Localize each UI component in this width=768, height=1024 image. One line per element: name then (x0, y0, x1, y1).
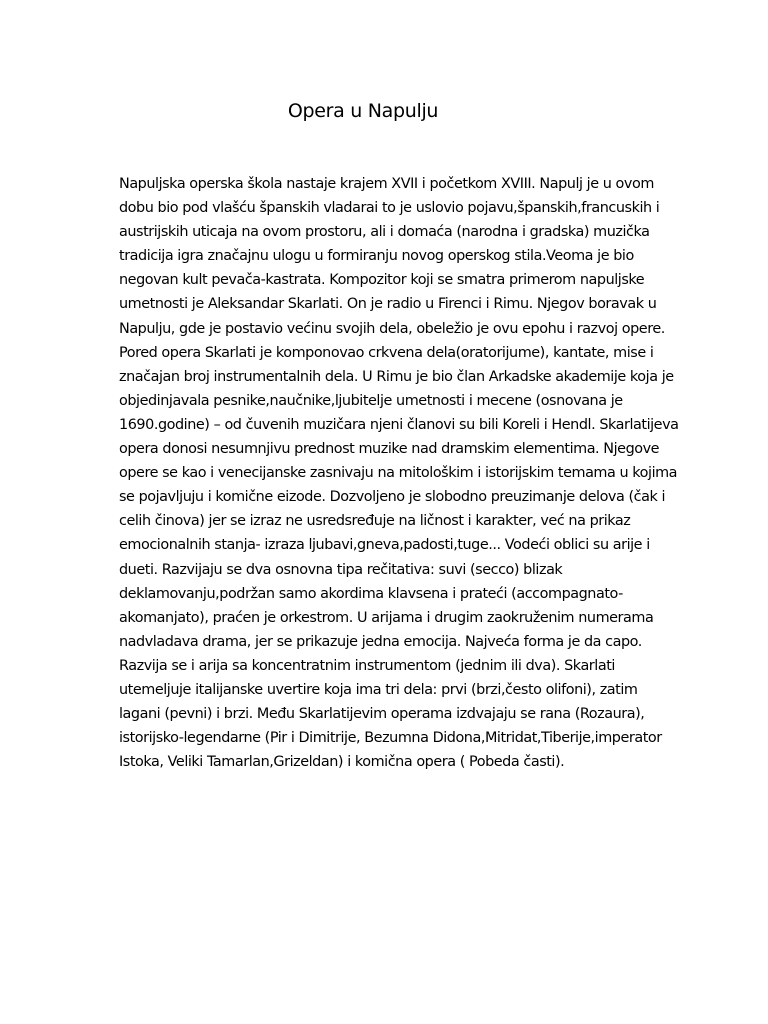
paragraph-line: značajan broj instrumentalnih dela. U Rimu je bio član Arkadske akademije koja je (119, 368, 674, 385)
paragraph-line: Napulju, gde je postavio većinu svojih dela, obeležio je ovu epohu i razvoj opere. (119, 320, 665, 337)
paragraph-line: lagani (pevni) i brzi. Među Skarlatijevim operama izdvajaju se rana (Rozaura), (119, 706, 645, 723)
paragraph-line: dobu bio pod vlašću španskih vladarai to je uslovio pojavu,španskih,francuskih i (119, 200, 660, 217)
paragraph-line: objedinjavala pesnike,naučnike,ljubitelje umetnosti i mecene (osnovana je (119, 392, 623, 409)
paragraph-line: Razvija se i arija sa koncentratnim instrumentom (jednim ili dva). Skarlati (119, 657, 615, 674)
paragraph-line: opera donosi nesumnjivu prednost muzike nad dramskim elementima. Njegove (119, 441, 660, 458)
paragraph-line: celih činova) jer se izraz ne usredsređuje na ličnost i karakter, već na prikaz (119, 513, 631, 530)
paragraph-line: negovan kult pevača-kastrata. Kompozitor koji se smatra primerom napuljske (119, 272, 645, 289)
paragraph-line: dueti. Razvijaju se dva osnovna tipa rečitativa: suvi (secco) blizak (119, 561, 563, 578)
paragraph-line: Istoka, Veliki Tamarlan,Grizeldan) i komična opera ( Pobeda časti). (119, 754, 565, 771)
paragraph-line: Napuljska operska škola nastaje krajem XVII i početkom XVIII. Napulj je u ovom (119, 176, 654, 192)
paragraph-line: austrijskih uticaja na ovom prostoru, ali i domaća (narodna i gradska) muzička (119, 224, 650, 241)
paragraph-line: Pored opera Skarlati je komponovao crkvena dela(oratorijume), kantate, mise i (119, 344, 654, 361)
paragraph-line: istorijsko-legendarne (Pir i Dimitrije, Bezumna Didona,Mitridat,Tiberije,imperator (119, 730, 662, 747)
paragraph-line: opere se kao i venecijanske zasnivaju na mitološkim i istorijskim temama u kojima (119, 465, 678, 482)
paragraph-line: utemeljuje italijanske uvertire koja ima tri dela: prvi (brzi,često olifoni), zatim (119, 681, 638, 698)
paragraph-line: 1690.godine) – od čuvenih muzičara njeni članovi su bili Koreli i Hendl. Skarlatijeva (119, 416, 679, 433)
paragraph-line: deklamovanju,podržan samo akordima klavsena i prateći (accompagnato- (119, 585, 623, 602)
paragraph-line: umetnosti je Aleksandar Skarlati. On je radio u Firenci i Rimu. Njegov boravak u (119, 296, 657, 313)
paragraph-line: tradicija igra značajnu ulogu u formiranju novog operskog stila.Veoma je bio (119, 248, 634, 265)
paragraph-line: akomanjato), praćen je orkestrom. U arijama i drugim zaokruženim numerama (119, 609, 654, 626)
paragraph-line: emocionalnih stanja- izraza ljubavi,gneva,padosti,tuge... Vodeći oblici su arije i (119, 537, 650, 554)
body-paragraph (119, 172, 719, 774)
paragraph-line: se pojavljuju i komične eizode. Dozvoljeno je slobodno preuzimanje delova (čak i (119, 489, 666, 506)
paragraph-line: nadvladava drama, jer se prikazuje jedna emocija. Najveća forma je da capo. (119, 633, 642, 650)
document-title: Opera u Napulju (287, 100, 439, 122)
